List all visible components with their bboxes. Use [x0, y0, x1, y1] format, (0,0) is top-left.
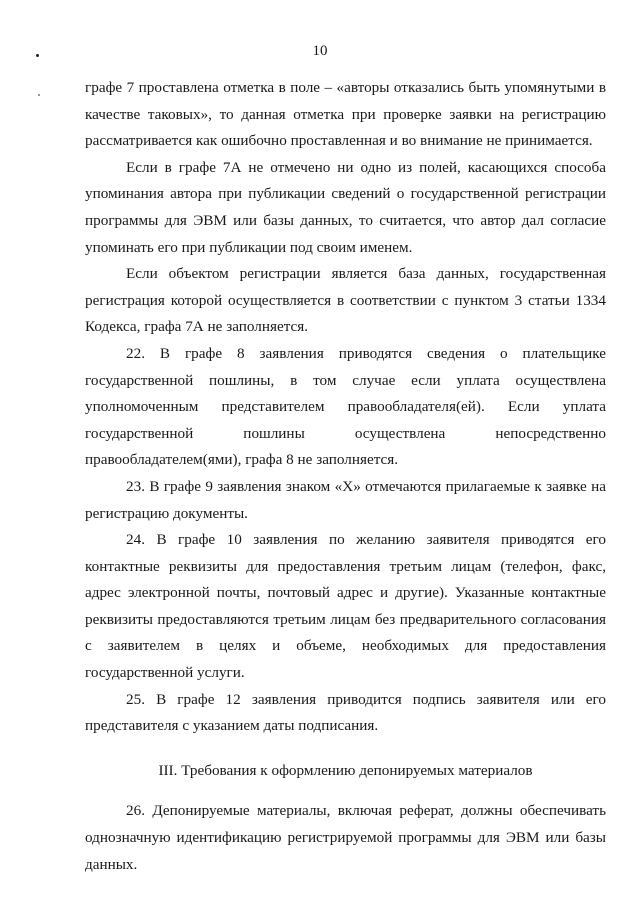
paragraph-item-26: 26. Депонируемые материалы, включая реферат, должны обеспечивать однозначную идентификацию регистрируемой программы для ЭВМ или базы данных. [85, 802, 606, 873]
document-body [85, 75, 606, 878]
paragraph-continued: графе 7 проставлена отметка в поле – «авторы отказались быть упомянутыми в качестве таковых», то данная отметка при проверке заявки на регистрацию рассматривается как ошибочно проставленная и во внимание не принимается. [85, 79, 606, 150]
section-heading: III. Требования к оформлению депонируемых материалов [158, 761, 533, 779]
paragraph: Если объектом регистрации является база данных, государственная регистрация которой осуществляется в соответствии с пунктом 3 статьи 1334 Кодекса, графа 7А не заполняется. [85, 265, 606, 336]
paragraph-item-24: 24. В графе 10 заявления по желанию заявителя приводятся его контактные реквизиты для предоставления третьим лицам (телефон, факс, адрес электронной почты, почтовый адрес и другие). Указанные контактные реквизиты предоставляются третьим лицам без предварительного согласования с заявителем в целях и объеме, необходимых для предоставления государственной услуги. [85, 531, 606, 682]
paragraph-item-25: 25. В графе 12 заявления приводится подпись заявителя или его представителя с указанием даты подписания. [85, 690, 606, 735]
paragraph-item-23: 23. В графе 9 заявления знаком «Х» отмечаются прилагаемые к заявке на регистрацию документы. [85, 477, 606, 522]
page-number: 10 [312, 43, 328, 59]
scan-mark [38, 94, 40, 96]
paragraph: Если в графе 7А не отмечено ни одно из полей, касающихся способа упоминания автора при публикации сведений о государственной регистрации программы для ЭВМ или базы данных, то считается, что автор дал согласие упоминать его при публикации под своим именем. [85, 158, 606, 256]
paragraph-item-22: 22. В графе 8 заявления приводятся сведения о плательщике государственной пошлины, в том случае если уплата осуществлена уполномоченным представителем правообладателя(ей). Если уплата государственной пошлины осуществлена непосредственно правообладателем(ями), графа 8 не заполняется. [85, 344, 606, 469]
